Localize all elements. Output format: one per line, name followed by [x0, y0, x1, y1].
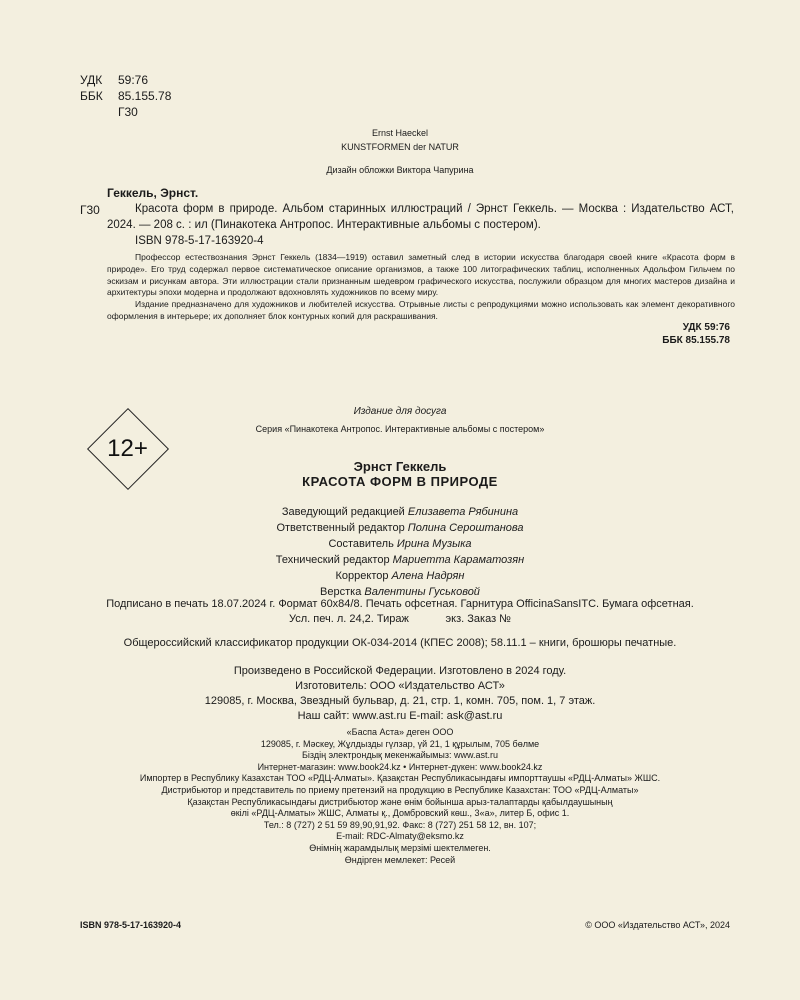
annotation [107, 252, 735, 323]
staff-role: Ответственный редактор [276, 522, 405, 534]
isbn-top: ISBN 978-5-17-163920-4 [135, 235, 264, 247]
staff-name: Полина Сероштанова [407, 522, 524, 534]
copyright-notice: © ООО «Издательство АСТ», 2024 [585, 920, 730, 930]
author-code: Г30 [118, 105, 138, 119]
staff-row [0, 504, 800, 520]
staff-role: Составитель [328, 538, 394, 550]
isbn-bottom: ISBN 978-5-17-163920-4 [80, 920, 182, 930]
original-author: Ernst Haeckel [371, 128, 429, 138]
manufacturer-line: Произведено в Российской Федерации. Изготовлено в 2024 году. [233, 665, 567, 677]
kz-line: Қазақстан Республикасындағы дистрибьютор және өнім бойынша арыз-талаптарды қабылдаушының [187, 796, 613, 807]
kz-line: «Баспа Аста» деген ООО [346, 727, 454, 737]
kz-line: Өнімнің жарамдылық мерзімі шектелмеген. [309, 842, 491, 853]
book-title: КРАСОТА ФОРМ В ПРИРОДЕ [302, 474, 498, 489]
annotation-paragraph: Издание предназначено для художников и любителей искусства. Отрывные листы с репродукциями можно использовать как элемент декоративного оформления в интерьере; их дополняет блок контурных копий для раскрашивания. [107, 299, 735, 321]
staff-name: Ирина Музыка [396, 538, 472, 550]
cover-design-credit: Дизайн обложки Виктора Чапурина [326, 165, 474, 175]
kz-line: Тел.: 8 (727) 2 51 59 89,90,91,92. Факс: 8 (727) 251 58 12, вн. 107; [263, 819, 537, 830]
series-title: Серия «Пинакотека Антропос. Интерактивные альбомы с постером» [255, 424, 545, 434]
kz-line: өкілі «РДЦ-Алматы» ЖШС, Алматы қ., Домбровский көш., 3«а», литер Б, офис 1. [230, 808, 570, 819]
print-info-line: Усл. печ. л. 24,2. Тираж экз. Заказ № [289, 613, 511, 625]
udk-right: УДК 59:76 [682, 322, 730, 333]
bibliographic-record: Красота форм в природе. Альбом старинных иллюстраций / Эрнст Геккель. — Москва : Издательство АСТ, 2024. — 208 с. : ил (Пинакотека Антропос. Интерактивные альбомы с постером). [107, 203, 734, 231]
kz-line: 129085, г. Мәскеу, Жұлдызды гүлзар, үй 21, 1 құрылым, 705 бөлме [260, 738, 540, 749]
age-rating-text: 12+ [107, 435, 148, 462]
staff-name: Алена Надрян [391, 570, 465, 582]
staff-name: Валентины Гуськовой [364, 586, 480, 598]
original-title: KUNSTFORMEN der NATUR [341, 142, 459, 152]
staff-row [0, 568, 800, 584]
staff-row [0, 520, 800, 536]
annotation-paragraph: Профессор естествознания Эрнст Геккель (1834—1919) оставил заметный след в истории искусства благодаря своей книге «Красота форм в природе». Его труд содержал первое систематическое описание организмов, а также 100 литографических таблиц, исполненных Адольфом Гильчем по эскизам и рисункам автора. Эти иллюстрации стали признанным шедевром графического искусства, послужили образцом для многих мастеров дизайна и архитектуры эпохи модерна и продолжают вдохновлять художников по всему миру. [107, 252, 735, 298]
staff-role: Корректор [335, 570, 389, 582]
bbk-label: ББК [80, 89, 103, 103]
print-info [0, 597, 800, 627]
classification-codes [80, 72, 171, 120]
kz-line: Интернет-магазин: www.book24.kz • Интернет-дүкен: www.book24.kz [257, 761, 543, 772]
manufacturer-line: Изготовитель: ООО «Издательство АСТ» [295, 680, 505, 692]
bbk-row [80, 88, 171, 104]
kazakhstan-info [0, 727, 800, 866]
print-info-line: Подписано в печать 18.07.2024 г. Формат 60х84/8. Печать офсетная. Гарнитура OfficinaSansITC. Бумага офсетная. [106, 598, 694, 610]
kz-line: Өндірген мемлекет: Ресей [344, 854, 456, 865]
manufacturer-line: 129085, г. Москва, Звездный бульвар, д. 21, стр. 1, комн. 705, пом. 1, 7 этаж. [204, 695, 596, 707]
product-classifier: Общероссийский классификатор продукции ОК-034-2014 (КПЕС 2008); 58.11.1 – книги, брошюры печатные. [123, 637, 677, 649]
staff-row [0, 552, 800, 568]
manufacturer-line: Наш сайт: www.ast.ru E-mail: ask@ast.ru [297, 710, 503, 722]
staff-name: Елизавета Рябинина [407, 506, 519, 518]
classification-right [662, 321, 730, 347]
staff-role: Технический редактор [275, 554, 390, 566]
udk-value: 59:76 [118, 73, 149, 87]
editorial-staff [0, 504, 800, 600]
udk-row [80, 72, 171, 88]
manufacturer-info [0, 664, 800, 724]
catalog-author: Геккель, Эрнст. [107, 186, 199, 200]
author-code-row [80, 104, 171, 120]
staff-role: Заведующий редакцией [281, 506, 405, 518]
catalog-code: Г30 [80, 203, 100, 217]
kz-line: Импортер в Республику Казахстан ТОО «РДЦ-Алматы». Қазақстан Республикасындағы импорттаушы «РДЦ-Алматы» ЖШС. [139, 773, 661, 784]
kz-line: Дистрибьютор и представитель по приему претензий на продукцию в Республике Казахстан: ТОО «РДЦ-Алматы» [161, 784, 639, 795]
bbk-value: 85.155.78 [118, 89, 172, 103]
staff-name: Мариетта Караматозян [392, 554, 525, 566]
staff-row [0, 536, 800, 552]
staff-role: Верстка [320, 586, 362, 598]
book-author: Эрнст Геккель [353, 459, 447, 474]
kz-line: Біздің электрондық мекенжайымыз: www.ast.ru [301, 750, 499, 761]
kz-line: E-mail: RDC-Almaty@eksmo.kz [336, 831, 464, 842]
udk-label: УДК [80, 73, 103, 87]
bbk-right: ББК 85.155.78 [662, 335, 730, 346]
leisure-note: Издание для досуга [353, 406, 447, 417]
